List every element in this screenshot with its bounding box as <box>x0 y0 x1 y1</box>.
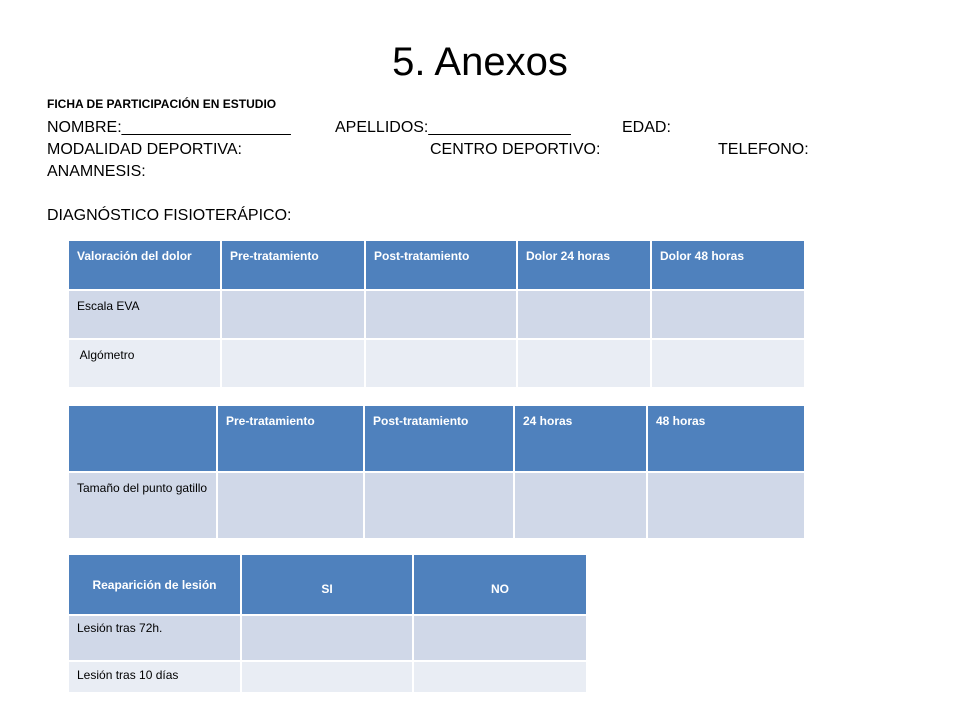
table-header-row <box>68 240 805 290</box>
form-heading: FICHA DE PARTICIPACIÓN EN ESTUDIO <box>47 97 277 111</box>
table-header: Post-tratamiento <box>364 405 514 472</box>
table-cell[interactable] <box>365 339 517 388</box>
table-header: NO <box>413 554 587 615</box>
nombre-field: NOMBRE:___________________ <box>47 119 291 136</box>
table-cell[interactable] <box>517 339 651 388</box>
table-cell[interactable] <box>647 472 805 539</box>
table-cell: Lesión tras 10 días <box>68 661 241 693</box>
edad-field: EDAD: <box>622 119 671 136</box>
table-row <box>68 290 805 339</box>
anamnesis-field: ANAMNESIS: <box>47 163 146 180</box>
table-cell[interactable] <box>413 661 587 693</box>
table-cell[interactable] <box>365 290 517 339</box>
table-row <box>68 615 587 661</box>
table-cell[interactable] <box>241 615 413 661</box>
page-title: 5. Anexos <box>392 40 568 84</box>
table-header: 24 horas <box>514 405 647 472</box>
table-cell[interactable] <box>221 339 365 388</box>
table-row <box>68 472 805 539</box>
table-header: Reaparición de lesión <box>68 554 241 615</box>
table-header <box>68 405 217 472</box>
table-header: Pre-tratamiento <box>217 405 364 472</box>
table-cell[interactable] <box>221 290 365 339</box>
table-header: SI <box>241 554 413 615</box>
table-row <box>68 339 805 388</box>
table-header-row <box>68 405 805 472</box>
table-cell[interactable] <box>517 290 651 339</box>
trigger-point-table <box>67 404 806 540</box>
table-cell[interactable] <box>514 472 647 539</box>
table-header: 48 horas <box>647 405 805 472</box>
table-header: Valoración del dolor <box>68 240 221 290</box>
table-cell[interactable] <box>364 472 514 539</box>
table-header-row <box>68 554 587 615</box>
telefono-field: TELEFONO: <box>718 141 809 158</box>
table-cell: Tamaño del punto gatillo <box>68 472 217 539</box>
modalidad-field: MODALIDAD DEPORTIVA: <box>47 141 242 158</box>
table-header: Dolor 24 horas <box>517 240 651 290</box>
table-cell: Escala EVA <box>68 290 221 339</box>
table-cell: Algómetro <box>68 339 221 388</box>
table-cell: Lesión tras 72h. <box>68 615 241 661</box>
table-header: Post-tratamiento <box>365 240 517 290</box>
table-cell[interactable] <box>651 290 805 339</box>
table-cell[interactable] <box>413 615 587 661</box>
table-cell[interactable] <box>241 661 413 693</box>
table-header: Dolor 48 horas <box>651 240 805 290</box>
diagnostico-field: DIAGNÓSTICO FISIOTERÁPICO: <box>47 207 292 224</box>
pain-assessment-table <box>67 239 806 389</box>
centro-field: CENTRO DEPORTIVO: <box>430 141 601 158</box>
apellidos-field: APELLIDOS:________________ <box>335 119 571 136</box>
table-cell[interactable] <box>651 339 805 388</box>
table-header: Pre-tratamiento <box>221 240 365 290</box>
table-row <box>68 661 587 693</box>
injury-recurrence-table <box>67 553 588 694</box>
table-cell[interactable] <box>217 472 364 539</box>
